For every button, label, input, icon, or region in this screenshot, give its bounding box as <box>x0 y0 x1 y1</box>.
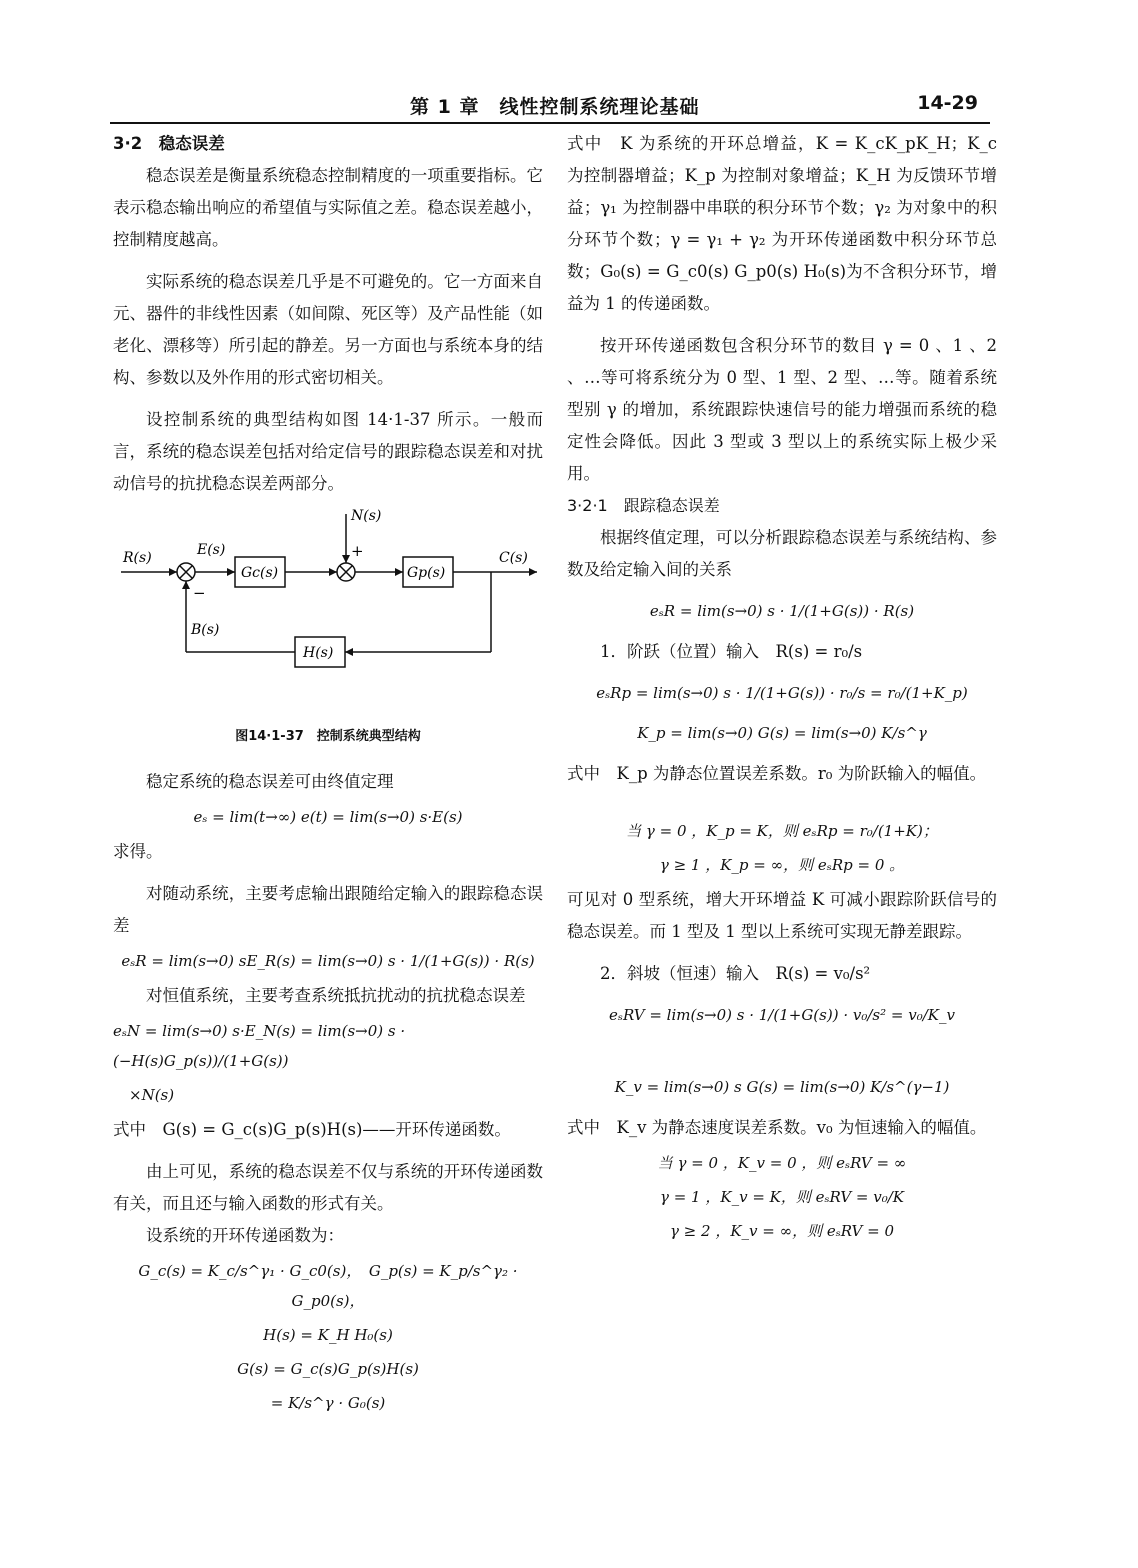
label-B: B(s) <box>191 622 220 638</box>
equation: K_v = lim(s→0) s G(s) = lim(s→0) K/s^(γ−1) <box>614 1078 950 1096</box>
equation: eₛR = lim(s→0) sE_R(s) = lim(s→0) s · 1/(1+G(s)) · R(s) <box>121 952 535 970</box>
subsection-title: 3·2·1 跟踪稳态误差 <box>567 496 720 515</box>
paragraph: 设控制系统的典型结构如图 14·1-37 所示。一般而言，系统的稳态误差包括对给定信号的跟踪稳态误差和对扰动信号的抗扰稳态误差两部分。 <box>113 410 543 493</box>
label-H: H(s) <box>303 645 334 661</box>
label-plus: + <box>351 542 364 560</box>
list-item: 1．阶跃（位置）输入 R(s) = r₀/s <box>600 642 863 661</box>
paragraph: 由上可见，系统的稳态误差不仅与系统的开环传递函数有关，而且还与输入函数的形式有关。 <box>113 1162 543 1213</box>
block-diagram <box>113 506 543 724</box>
equation: γ = 1 ，K_v = K，则 eₛRV = v₀/K <box>659 1188 904 1206</box>
right-column <box>567 128 997 1250</box>
paragraph: 对随动系统，主要考虑输出跟随给定输入的跟踪稳态误差 <box>113 884 543 935</box>
label-Gp: Gp(s) <box>407 565 446 581</box>
left-column <box>113 128 543 1422</box>
paragraph: 根据终值定理，可以分析跟踪稳态误差与系统结构、参数及给定输入间的关系 <box>567 528 997 579</box>
figure-caption: 图14·1-37 控制系统典型结构 <box>235 729 421 744</box>
page-header <box>110 92 990 124</box>
equation: 当 γ = 0 ，K_v = 0 ，则 eₛRV = ∞ <box>657 1154 907 1172</box>
equation: eₛRV = lim(s→0) s · 1/(1+G(s)) · v₀/s² = v₀/K_v <box>609 1006 955 1024</box>
label-R: R(s) <box>123 550 152 566</box>
paragraph: 设系统的开环传递函数为： <box>146 1226 344 1245</box>
equation: eₛR = lim(s→0) s · 1/(1+G(s)) · R(s) <box>649 602 915 620</box>
section-title: 3·2 稳态误差 <box>113 134 225 153</box>
list-item: 2．斜坡（恒速）输入 R(s) = v₀/s² <box>600 964 871 983</box>
equation: = K/s^γ · G₀(s) <box>270 1394 386 1412</box>
label-E: E(s) <box>197 542 226 558</box>
equation: γ ≥ 2 ，K_v = ∞，则 eₛRV = 0 <box>669 1222 895 1240</box>
paragraph: 式中 K_v 为静态速度误差系数。v₀ 为恒速输入的幅值。 <box>567 1118 987 1137</box>
paragraph: 对恒值系统，主要考查系统抵抗扰动的抗扰稳态误差 <box>146 986 526 1005</box>
paragraph: 求得。 <box>113 842 163 861</box>
equation: G_c(s) = K_c/s^γ₁ · G_c0(s)， G_p(s) = K_p/s^γ₂ · G_p0(s)， <box>138 1262 518 1310</box>
equation: eₛ = lim(t→∞) e(t) = lim(s→0) s·E(s) <box>193 808 463 826</box>
label-C: C(s) <box>499 550 528 566</box>
paragraph: 式中 K 为系统的开环总增益，K = K_cK_pK_H；K_c 为控制器增益；K_p 为控制对象增益；K_H 为反馈环节增益；γ₁ 为控制器中串联的积分环节个数；γ₂ 为对象中的积分环节个数；γ = γ₁ + γ₂ 为开环传递函数中积分环节总数；G₀(s) = G_c0(s) G_p0(s) H₀(s)为不含积分环节，增益为 1 的传递函数。 <box>567 134 997 313</box>
label-N: N(s) <box>351 508 382 524</box>
label-Gc: Gc(s) <box>241 565 279 581</box>
equation: G(s) = G_c(s)G_p(s)H(s) <box>237 1360 419 1378</box>
paragraph: 稳态误差是衡量系统稳态控制精度的一项重要指标。它表示稳态输出响应的希望值与实际值之差。稳态误差越小，控制精度越高。 <box>113 166 543 249</box>
label-minus: − <box>193 584 206 602</box>
paragraph: 按开环传递函数包含积分环节的数目 γ = 0 、1 、2 、…等可将系统分为 0 型、1 型、2 型、…等。随着系统型别 γ 的增加，系统跟踪快速信号的能力增强而系统的稳定性会降低。因此 3 型或 3 型以上的系统实际上极少采用。 <box>567 336 997 483</box>
paragraph: 可见对 0 型系统，增大开环增益 K 可减小跟踪阶跃信号的稳态误差。而 1 型及 1 型以上系统可实现无静差跟踪。 <box>567 890 997 941</box>
equation: ×N(s) <box>129 1086 175 1104</box>
equation: 当 γ = 0 ，K_p = K，则 eₛRp = r₀/(1+K)； <box>626 822 938 840</box>
chapter-title: 第 1 章 线性控制系统理论基础 <box>410 96 700 118</box>
equation: eₛRp = lim(s→0) s · 1/(1+G(s)) · r₀/s = r₀/(1+K_p) <box>596 684 968 702</box>
paragraph: 稳定系统的稳态误差可由终值定理 <box>146 772 394 791</box>
paragraph: 实际系统的稳态误差几乎是不可避免的。它一方面来自元、器件的非线性因素（如间隙、死区等）及产品性能（如老化、漂移等）所引起的静差。另一方面也与系统本身的结构、参数以及外作用的形式密切相关。 <box>113 272 543 387</box>
paragraph: 式中 G(s) = G_c(s)G_p(s)H(s)——开环传递函数。 <box>113 1120 511 1139</box>
equation: eₛN = lim(s→0) s·E_N(s) = lim(s→0) s · (−H(s)G_p(s))/(1+G(s)) <box>113 1022 406 1070</box>
paragraph: 式中 K_p 为静态位置误差系数。r₀ 为阶跃输入的幅值。 <box>567 764 987 783</box>
equation: H(s) = K_H H₀(s) <box>263 1326 393 1344</box>
equation: K_p = lim(s→0) G(s) = lim(s→0) K/s^γ <box>637 724 927 742</box>
equation: γ ≥ 1 ，K_p = ∞，则 eₛRp = 0 。 <box>659 856 905 874</box>
page-number: 14-29 <box>917 92 978 114</box>
